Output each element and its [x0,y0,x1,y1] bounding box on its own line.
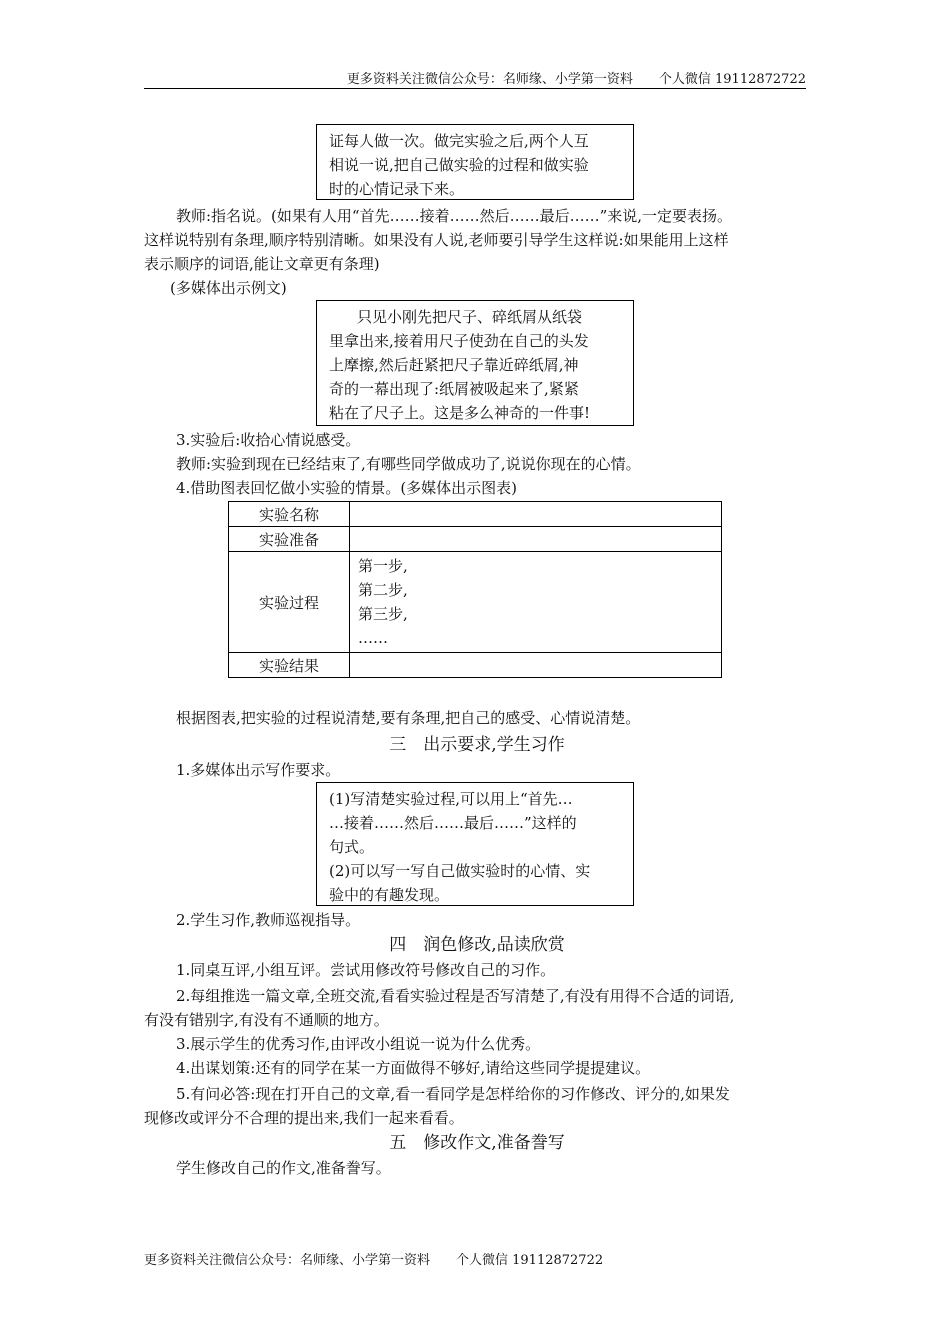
section4-item: 4.出谋划策:还有的同学在某一方面做得不够好,请给这些同学提提建议。 [176,1059,651,1077]
table-cell-empty [350,502,722,527]
box-line: 粘在了尺子上。这是多么神奇的一件事! [329,404,591,422]
header-rule [144,88,806,89]
step-line: 第一步, [358,557,408,575]
box-line: 里拿出来,接着用尺子使劲在自己的头发 [329,332,589,350]
activity-box [316,124,634,200]
box-line: (1)写清楚实验过程,可以用上“首先… [329,790,573,808]
table-row [229,552,722,653]
box-line: 证每人做一次。做完实验之后,两个人互 [329,132,589,150]
section4-item: 现修改或评分不合理的提出来,我们一起来看看。 [144,1109,464,1127]
box-line: (2)可以写一写自己做实验时的心情、实 [329,862,591,880]
section3-item: 2.学生习作,教师巡视指导。 [176,911,361,929]
box-line: …接着……然后……最后……”这样的 [329,814,577,832]
table-cell-empty [350,653,722,678]
table-label-process: 实验过程 [229,552,350,653]
section5-item: 学生修改自己的作文,准备誊写。 [176,1159,391,1177]
requirements-box [316,782,634,906]
table-label-prep: 实验准备 [229,527,350,552]
process-steps [350,552,722,653]
teacher-paragraph-line: 教师:指名说。(如果有人用“首先……接着……然后……最后……”来说,一定要表扬。 [176,207,733,225]
table-row [229,527,722,552]
section4-item: 2.每组推选一篇文章,全班交流,看看实验过程是否写清楚了,有没有用得不合适的词语, [176,987,735,1005]
step-line: 第三步, [358,605,408,623]
step-line: …… [358,629,388,647]
example-text-box [316,300,634,426]
table-row [229,653,722,678]
section4-item: 3.展示学生的优秀习作,由评改小组说一说为什么优秀。 [176,1035,541,1053]
teacher-paragraph-line: 这样说特别有条理,顺序特别清晰。如果没有人说,老师要引导学生这样说:如果能用上这样 [144,231,729,249]
step3-title: 3.实验后:收拾心情说感受。 [176,431,361,449]
section-title-5: 五 修改作文,准备誊写 [389,1133,565,1153]
section-title-3: 三 出示要求,学生习作 [389,735,565,755]
section4-item: 5.有问必答:现在打开自己的文章,看一看同学是怎样给你的习作修改、评分的,如果发 [176,1085,730,1103]
box-line: 验中的有趣发现。 [329,886,450,904]
multimedia-example-note: (多媒体出示例文) [170,279,287,297]
box-line: 时的心情记录下来。 [329,180,465,198]
table-label-result: 实验结果 [229,653,350,678]
experiment-table [228,501,722,678]
box-line: 奇的一幕出现了:纸屑被吸起来了,紧紧 [329,380,579,398]
after-table-text: 根据图表,把实验的过程说清楚,要有条理,把自己的感受、心情说清楚。 [176,709,641,727]
page-footer: 更多资料关注微信公众号：名师缘、小学第一资料 个人微信 19112872722 [144,1253,604,1268]
table-cell-empty [350,527,722,552]
teacher-paragraph-line: 表示顺序的词语,能让文章更有条理) [144,255,380,273]
section3-item: 1.多媒体出示写作要求。 [176,761,341,779]
step4-title: 4.借助图表回忆做小实验的情景。(多媒体出示图表) [176,479,518,497]
step3-teacher: 教师:实验到现在已经结束了,有哪些同学做成功了,说说你现在的心情。 [176,455,641,473]
section4-item: 1.同桌互评,小组互评。尝试用修改符号修改自己的习作。 [176,961,556,979]
box-line: 只见小刚先把尺子、碎纸屑从纸袋 [357,308,583,326]
section4-item: 有没有错别字,有没有不通顺的地方。 [144,1011,389,1029]
step-line: 第二步, [358,581,408,599]
table-label-name: 实验名称 [229,502,350,527]
page-header: 更多资料关注微信公众号：名师缘、小学第一资料 个人微信 19112872722 [346,72,806,87]
table-row [229,502,722,527]
box-line: 相说一说,把自己做实验的过程和做实验 [329,156,589,174]
box-line: 上摩擦,然后赶紧把尺子靠近碎纸屑,神 [329,356,579,374]
section-title-4: 四 润色修改,品读欣赏 [389,935,565,955]
box-line: 句式。 [329,838,375,856]
